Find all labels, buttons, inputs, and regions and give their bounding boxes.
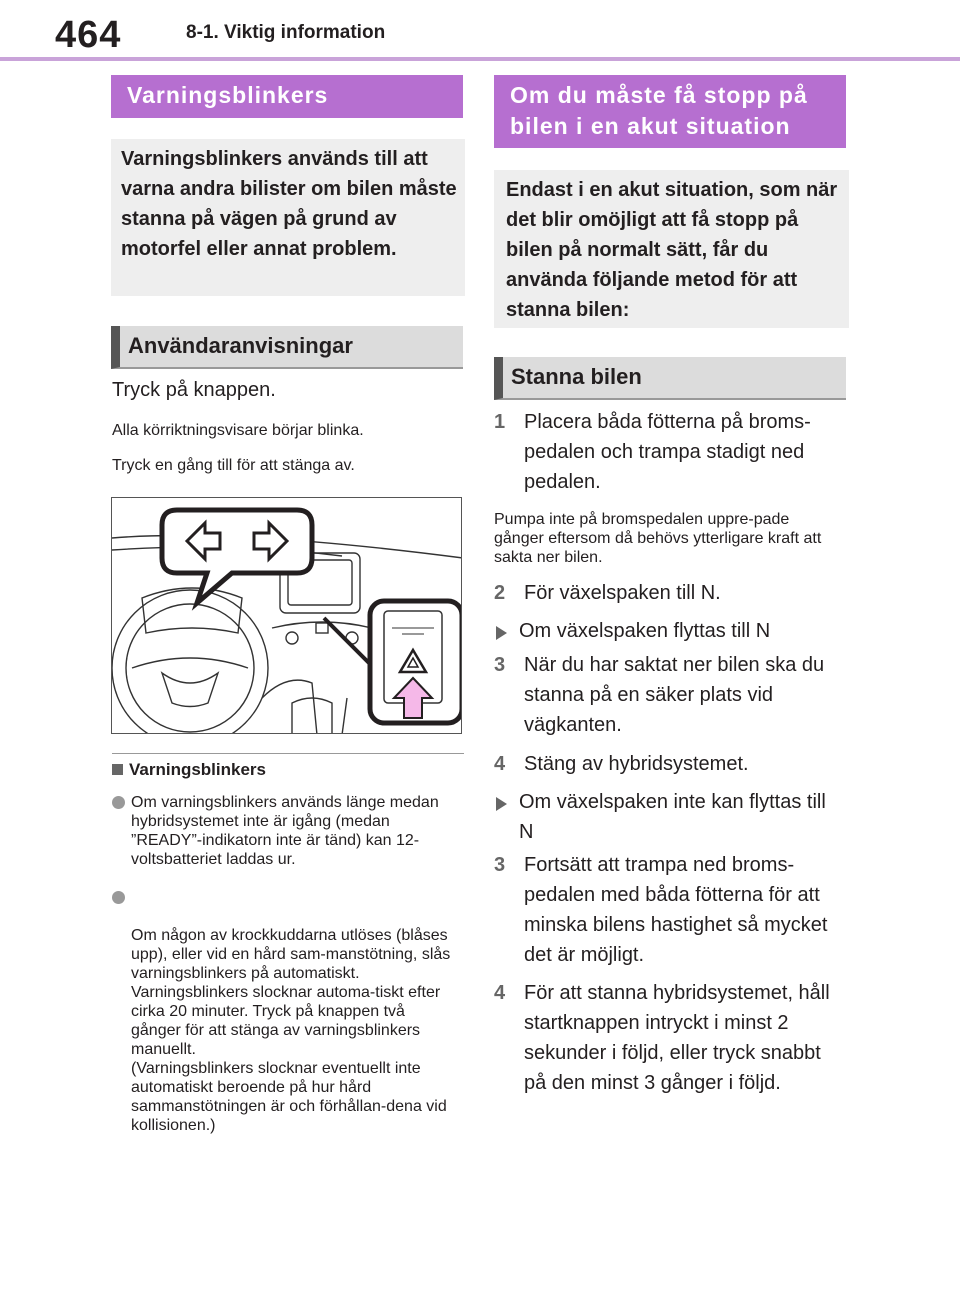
page-header (0, 0, 960, 60)
dashboard-illustration (111, 497, 462, 734)
step-number: 3 (494, 854, 506, 876)
usage-subhead (111, 326, 463, 369)
note-item (112, 793, 458, 869)
stop-car-subhead (494, 357, 846, 400)
step-3b (494, 850, 844, 970)
step-text: När du har saktat ner bilen ska du stanna på en säker plats vid vägkanten. (524, 654, 825, 736)
step-4b (494, 978, 844, 1098)
page-number: 464 (55, 14, 122, 56)
bullet-dot-icon (112, 796, 125, 809)
instruction-text: Tryck på knappen. (112, 379, 276, 401)
hazard-lights-intro (111, 139, 465, 296)
step-1-note: Pumpa inte på bromspedalen uppre-pade gånger eftersom då behövs ytterligare kraft att sakta ner bilen. (494, 511, 822, 566)
turn-signal-arrows-icon (162, 510, 312, 603)
hazard-button-callout (370, 601, 462, 723)
intro-text: Varningsblinkers används till att varna andra bilister om bilen måste stanna på vägen på grund av motorfel eller annat problem. (121, 148, 457, 260)
step-4a (494, 749, 844, 779)
condition-text: Om växelspaken inte kan flyttas till N (519, 791, 826, 843)
subhead-text: Stanna bilen (511, 364, 642, 389)
bullet-dot-icon (112, 891, 125, 904)
step-number: 1 (494, 411, 506, 433)
note-text: Om varningsblinkers används länge medan hybridsystemet inte är igång (medan ”READY”-indikatorn inte är tänd) kan 12-voltsbatteriet laddas ur. (131, 794, 439, 868)
step-text: Fortsätt att trampa ned broms-pedalen med båda fötterna för att minska bilens hastighet så mycket det är möjligt. (524, 854, 828, 966)
notes-divider (112, 753, 464, 754)
notes-heading (112, 760, 266, 780)
step-3a (494, 650, 844, 740)
step-number: 4 (494, 982, 506, 1004)
condition-lever-stuck (494, 787, 834, 847)
step-2 (494, 578, 844, 608)
step-number: 3 (494, 654, 506, 676)
subhead-text: Användaranvisningar (128, 333, 353, 358)
condition-text: Om växelspaken flyttas till N (519, 620, 771, 642)
step-text: Stäng av hybridsystemet. (524, 753, 749, 775)
emergency-intro (494, 170, 849, 328)
triangle-bullet-icon (496, 797, 507, 811)
intro-text: Endast i en akut situation, som när det blir omöjligt att få stopp på bilen på normalt sätt, får du använda följande metod för att stanna bilen: (506, 179, 838, 321)
notes-heading-text: Varningsblinkers (129, 760, 266, 779)
banner-text: Om du måste få stopp på bilen i en akut situation (510, 82, 808, 139)
step-text: Placera båda fötterna på broms-pedalen och trampa stadigt ned pedalen. (524, 411, 811, 493)
step-number: 4 (494, 753, 506, 775)
header-divider (0, 57, 960, 61)
dashboard-drawing (112, 498, 462, 734)
press-again-text: Tryck en gång till för att stänga av. (112, 457, 355, 474)
note-text: Om någon av krockkuddarna utlöses (blåses upp), eller vid en hård sam-manstötning, slås varningsblinkers på automatiskt. Varningsblinkers slocknar automa-tiskt efter cirka 20 minuter. Tryck på knappen två gånger för att stänga av varningsblinkers manuellt. (Varningsblinkers slocknar eventuellt inte automatiskt beroende på hur hård sammanstötningen är och förhållan-dena vid kollisionen.) (131, 927, 451, 1134)
banner-text: Varningsblinkers (127, 82, 329, 108)
hazard-lights-banner (111, 75, 463, 118)
note-item (112, 888, 458, 1135)
all-signals-blink-text: Alla körriktningsvisare börjar blinka. (112, 422, 364, 439)
step-text: För växelspaken till N. (524, 582, 721, 604)
emergency-stop-banner (494, 75, 846, 148)
step-text: För att stanna hybridsystemet, håll startknappen intryckt i minst 2 sekunder i följd, eller tryck snabbt på den minst 3 gånger i följd. (524, 982, 830, 1094)
chapter-title: 8-1. Viktig information (186, 22, 386, 43)
triangle-bullet-icon (496, 626, 507, 640)
condition-lever-moves (494, 616, 844, 646)
square-bullet-icon (112, 764, 123, 775)
step-1 (494, 407, 844, 497)
step-number: 2 (494, 582, 506, 604)
